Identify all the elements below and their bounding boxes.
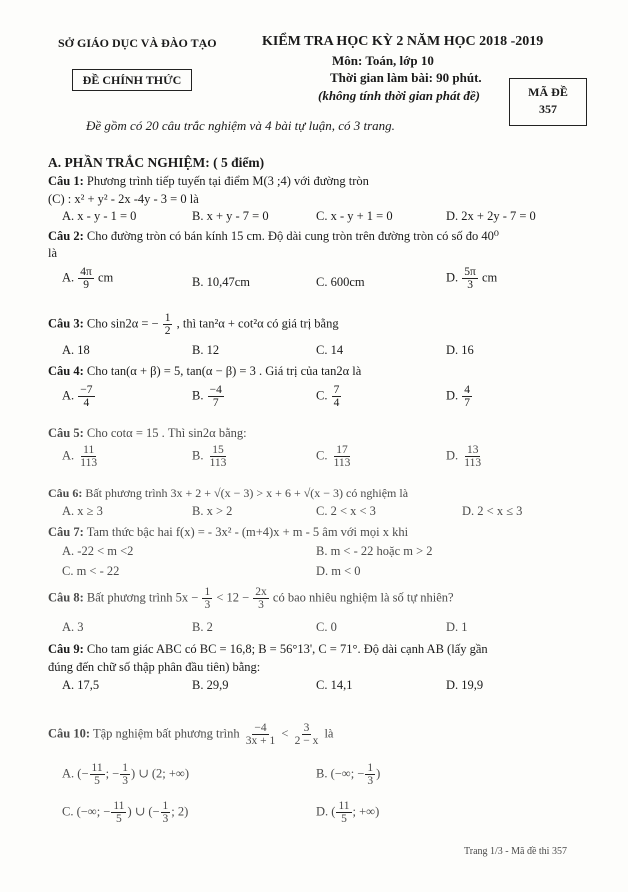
option-letter: A. <box>62 448 75 463</box>
question-5 <box>48 426 247 441</box>
q5-option-b <box>192 444 229 469</box>
section-a-title: A. PHẦN TRẮC NGHIỆM: ( 5 điểm) <box>48 155 265 170</box>
numerator: 1 <box>162 800 169 812</box>
option-text: A. (− <box>62 766 89 781</box>
numerator: 17 <box>336 444 348 456</box>
q5-option-a <box>62 444 100 469</box>
denominator: 113 <box>333 457 351 470</box>
question-text: có bao nhiêu nghiệm là số tự nhiên? <box>272 590 454 605</box>
duration-note: (không tính thời gian phát đề) <box>318 88 480 103</box>
numerator: 13 <box>466 444 479 456</box>
fraction <box>111 800 126 825</box>
question-label: Câu 7: <box>48 525 84 539</box>
option-text: ) <box>376 766 381 781</box>
q9-option-d: D. 19,9 <box>446 678 484 692</box>
q7-option-b: B. m < - 22 hoặc m > 2 <box>316 544 433 558</box>
exam-code-value: 357 <box>539 102 557 116</box>
option-letter: A. <box>62 270 75 285</box>
fraction <box>462 444 483 469</box>
question-6 <box>48 486 408 501</box>
question-label: Câu 1: <box>48 174 84 188</box>
denominator: 4 <box>83 397 90 410</box>
denominator: 3 <box>162 813 169 826</box>
fraction <box>293 722 321 747</box>
option-letter: D. <box>446 270 459 285</box>
denominator: 113 <box>464 457 482 470</box>
denominator: 5 <box>116 813 122 826</box>
q3-option-c: C. 14 <box>316 343 344 357</box>
q3-option-a: A. 18 <box>62 343 90 357</box>
q2-option-d <box>446 266 497 291</box>
q7-option-a: A. -22 < m <2 <box>62 544 134 558</box>
q3-option-b: B. 12 <box>192 343 220 357</box>
question-text: Tam thức bậc hai f(x) = - 3x² - (m+4)x + m - 5 âm với mọi x khi <box>86 525 409 539</box>
q8-option-c: C. 0 <box>316 620 337 634</box>
denominator: 2 <box>164 325 171 338</box>
question-text: Cho tam giác ABC có BC = 16,8; B = 56°13', C = 71°. Độ dài cạnh AB (lấy gần <box>86 642 488 656</box>
q10-option-a <box>62 762 189 787</box>
fraction <box>78 444 99 469</box>
option-text: ) ∪ (2; +∞) <box>130 766 190 781</box>
q9-option-c: C. 14,1 <box>316 678 353 692</box>
option-text: D. ( <box>316 804 336 819</box>
numerator: 11 <box>91 762 103 774</box>
denominator: 7 <box>464 397 471 410</box>
option-text: ) ∪ (− <box>127 804 160 819</box>
numerator: 4 <box>464 384 471 396</box>
q7-option-d: D. m < 0 <box>316 564 361 578</box>
option-letter: B. <box>192 388 204 403</box>
question-text: Cho sin2α = − <box>86 316 159 331</box>
fraction <box>462 266 478 291</box>
question-label: Câu 5: <box>48 426 84 440</box>
fraction <box>365 762 375 787</box>
q6-option-b: B. x > 2 <box>192 504 233 518</box>
option-text: ; 2) <box>171 804 189 819</box>
fraction <box>78 384 94 409</box>
numerator: −4 <box>254 722 267 734</box>
question-2-line2: là <box>48 246 58 260</box>
numerator: 5π <box>464 266 476 278</box>
q7-option-c: C. m < - 22 <box>62 564 120 578</box>
numerator: 1 <box>204 586 211 598</box>
fraction <box>332 444 353 469</box>
q10-option-c <box>62 800 188 825</box>
question-text: Cho đường tròn có bán kính 15 cm. Độ dài cung tròn trên đường tròn có số đo 40⁰ <box>86 229 499 243</box>
question-text: Tập nghiệm bất phương trình <box>92 726 240 741</box>
question-label: Câu 2: <box>48 229 84 243</box>
denominator: 3 <box>258 599 264 612</box>
official-exam-box: ĐỀ CHÍNH THỨC <box>72 69 192 91</box>
q3-option-d: D. 16 <box>446 343 474 357</box>
numerator: 1 <box>367 762 374 774</box>
question-label: Câu 4: <box>48 364 84 378</box>
denominator: 5 <box>341 813 347 826</box>
option-letter: C. <box>316 448 328 463</box>
question-label: Câu 6: <box>48 486 83 500</box>
fraction <box>253 586 269 611</box>
question-7 <box>48 525 408 540</box>
question-4 <box>48 364 361 379</box>
q8-option-a: A. 3 <box>62 620 84 634</box>
numerator: 11 <box>338 800 350 812</box>
exam-intro: Đề gồm có 20 câu trắc nghiệm và 4 bài tự luận, có 3 trang. <box>86 118 395 133</box>
question-10: Câu 10: Tập nghiệm bất phương trình $\frac{-4}{3x + 1}$ < $\frac{3}{2 - x}$ là <box>48 722 334 748</box>
option-letter: A. <box>62 388 75 403</box>
question-label: Câu 9: <box>48 642 84 656</box>
q4-option-c <box>316 384 342 409</box>
q9-option-b: B. 29,9 <box>192 678 229 692</box>
q6-option-c: C. 2 < x < 3 <box>316 504 376 518</box>
numerator: 11 <box>113 800 125 812</box>
unit: cm <box>97 270 114 285</box>
numerator: 7 <box>333 384 340 396</box>
q8-option-b: B. 2 <box>192 620 213 634</box>
numerator: 3 <box>303 722 310 734</box>
option-text: C. (−∞; − <box>62 804 111 819</box>
question-label: Câu 3: <box>48 316 84 331</box>
q9-option-a: A. 17,5 <box>62 678 100 692</box>
question-text: Cho cotα = 15 . Thì sin2α bằng: <box>86 426 247 440</box>
question-text: , thì tan²α + cot²α có giá trị bằng <box>176 316 339 331</box>
q4-option-d <box>446 384 473 409</box>
fraction <box>161 800 171 825</box>
q5-option-c <box>316 444 353 469</box>
q2-option-c: C. 600cm <box>316 275 365 289</box>
question-text: Phương trình tiếp tuyến tại điểm M(3 ;4) với đường tròn <box>86 174 369 188</box>
denominator: 3 <box>122 775 128 788</box>
denominator: 113 <box>209 457 227 470</box>
option-letter: D. <box>446 388 459 403</box>
duration-line: Thời gian làm bài: 90 phút. <box>330 70 482 85</box>
numerator: 1 <box>122 762 128 774</box>
question-9-line2: đúng đến chữ số thập phân đầu tiên) bằng: <box>48 660 261 674</box>
q1-option-d: D. 2x + 2y - 7 = 0 <box>446 209 536 223</box>
fraction <box>202 586 212 611</box>
q10-option-b <box>316 762 380 787</box>
q1-option-c: C. x - y + 1 = 0 <box>316 209 393 223</box>
option-text: ; − <box>105 766 120 781</box>
question-9 <box>48 642 488 657</box>
question-text: Cho tan(α + β) = 5, tan(α − β) = 3 . Giá trị của tan2α là <box>86 364 362 378</box>
question-2 <box>48 228 499 244</box>
denominator: 7 <box>212 397 219 410</box>
exam-title: KIỂM TRA HỌC KỲ 2 NĂM HỌC 2018 -2019 <box>262 34 544 49</box>
fraction <box>332 384 342 409</box>
fraction <box>336 800 351 825</box>
q4-option-b <box>192 384 225 409</box>
fraction <box>462 384 472 409</box>
question-text: < 12 − <box>216 590 250 605</box>
option-letter: C. <box>316 388 328 403</box>
denominator: 4 <box>333 397 340 410</box>
question-text: là <box>324 726 334 741</box>
denominator: 3 <box>367 775 374 788</box>
denominator: 9 <box>83 279 89 292</box>
fraction <box>90 762 105 787</box>
exam-code-label: MÃ ĐỀ <box>528 85 568 99</box>
fraction <box>120 762 130 787</box>
question-8 <box>48 586 454 611</box>
q5-option-d <box>446 444 484 469</box>
q8-option-d: D. 1 <box>446 620 468 634</box>
question-text: Bất phương trình 3x + 2 + √(x − 3) > x + 6 + √(x − 3) có nghiệm là <box>85 486 409 500</box>
question-label: Câu 8: <box>48 590 84 605</box>
numerator: −7 <box>80 384 93 396</box>
fraction <box>244 722 278 747</box>
q1-option-b: B. x + y - 7 = 0 <box>192 209 269 223</box>
q6-option-a: A. x ≥ 3 <box>62 504 103 518</box>
department-name: SỞ GIÁO DỤC VÀ ĐÀO TẠO <box>58 36 217 50</box>
numerator: 1 <box>164 312 171 324</box>
numerator: 11 <box>83 444 95 456</box>
subject-line: Môn: Toán, lớp 10 <box>332 53 434 68</box>
question-3 <box>48 312 339 337</box>
question-text: Bất phương trình 5x − <box>86 590 199 605</box>
exam-code-box <box>509 78 587 126</box>
numerator: 2x <box>255 586 267 598</box>
denominator: 3 <box>204 599 211 612</box>
denominator: 113 <box>80 457 98 470</box>
denominator: 2 − x <box>294 735 319 748</box>
page-footer: Trang 1/3 - Mã đề thi 357 <box>464 846 567 857</box>
option-text: ; +∞) <box>352 804 380 819</box>
q2-option-b: B. 10,47cm <box>192 275 250 289</box>
q10-option-d <box>316 800 379 825</box>
denominator: 5 <box>94 775 100 788</box>
option-letter: B. <box>192 448 204 463</box>
option-letter: D. <box>446 448 459 463</box>
unit: cm <box>481 270 498 285</box>
q6-option-d: D. 2 < x ≤ 3 <box>462 504 523 518</box>
numerator: −4 <box>209 384 222 396</box>
question-1 <box>48 174 369 189</box>
q2-option-a <box>62 266 113 291</box>
fraction <box>208 444 229 469</box>
q1-option-a: A. x - y - 1 = 0 <box>62 209 137 223</box>
fraction <box>78 266 94 291</box>
q4-option-a <box>62 384 96 409</box>
denominator: 3x + 1 <box>245 735 276 748</box>
fraction <box>163 312 173 337</box>
denominator: 3 <box>467 279 473 292</box>
question-label: Câu 10: <box>48 726 91 741</box>
numerator: 4π <box>80 266 92 278</box>
option-text: B. (−∞; − <box>316 766 365 781</box>
numerator: 15 <box>212 444 224 456</box>
fraction <box>208 384 224 409</box>
question-1-line2: (C) : x² + y² - 2x -4y - 3 = 0 là <box>48 192 199 206</box>
